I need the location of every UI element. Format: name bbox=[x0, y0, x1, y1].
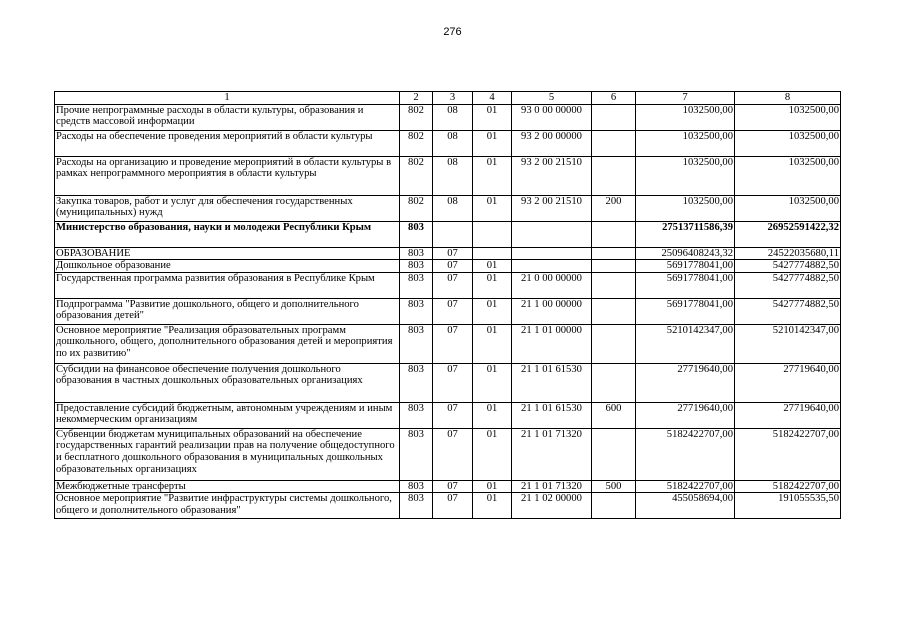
row-section-cell bbox=[433, 221, 473, 247]
row-ved-cell: 803 bbox=[400, 363, 433, 402]
column-header: 5 bbox=[512, 92, 592, 105]
row-target-article-cell: 93 0 00 00000 bbox=[512, 104, 592, 130]
row-ved-cell: 803 bbox=[400, 480, 433, 493]
table-row bbox=[55, 247, 841, 260]
row-subsection-cell bbox=[473, 247, 512, 260]
page-number: 276 bbox=[443, 26, 462, 38]
column-header: 7 bbox=[636, 92, 735, 105]
row-amount-year1-cell: 25096408243,32 bbox=[636, 247, 735, 260]
row-expense-type-cell bbox=[592, 428, 636, 480]
row-ved-cell: 803 bbox=[400, 298, 433, 324]
row-ved-cell: 803 bbox=[400, 324, 433, 363]
table-row bbox=[55, 104, 841, 130]
row-subsection-cell: 01 bbox=[473, 130, 512, 156]
row-ved-cell: 802 bbox=[400, 130, 433, 156]
row-amount-year2-cell: 5182422707,00 bbox=[735, 428, 841, 480]
row-ved-cell: 802 bbox=[400, 156, 433, 195]
row-name-cell: Основное мероприятие "Реализация образовательных программ дошкольного, общего, дополнительного образования детей и мероприятия по их развитию" bbox=[55, 324, 400, 363]
row-target-article-cell: 21 1 01 61530 bbox=[512, 402, 592, 428]
row-expense-type-cell bbox=[592, 221, 636, 247]
row-target-article-cell: 93 2 00 21510 bbox=[512, 156, 592, 195]
row-amount-year1-cell: 1032500,00 bbox=[636, 195, 735, 221]
row-subsection-cell bbox=[473, 221, 512, 247]
row-expense-type-cell bbox=[592, 260, 636, 273]
table-header-row bbox=[55, 92, 841, 105]
row-amount-year2-cell: 5427774882,50 bbox=[735, 298, 841, 324]
row-target-article-cell: 21 0 00 00000 bbox=[512, 272, 592, 298]
row-amount-year1-cell: 1032500,00 bbox=[636, 156, 735, 195]
row-expense-type-cell: 500 bbox=[592, 480, 636, 493]
row-section-cell: 07 bbox=[433, 493, 473, 519]
row-target-article-cell: 21 1 01 71320 bbox=[512, 480, 592, 493]
row-target-article-cell: 21 1 01 00000 bbox=[512, 324, 592, 363]
row-expense-type-cell bbox=[592, 130, 636, 156]
row-target-article-cell bbox=[512, 260, 592, 273]
table-row bbox=[55, 493, 841, 519]
row-expense-type-cell bbox=[592, 247, 636, 260]
column-header: 4 bbox=[473, 92, 512, 105]
row-name-cell: Подпрограмма "Развитие дошкольного, общего и дополнительного образования детей" bbox=[55, 298, 400, 324]
row-name-cell: Расходы на организацию и проведение мероприятий в области культуры в рамках непрограммного мероприятия в области культуры bbox=[55, 156, 400, 195]
row-amount-year2-cell: 24522035680,11 bbox=[735, 247, 841, 260]
table-row bbox=[55, 402, 841, 428]
row-expense-type-cell bbox=[592, 493, 636, 519]
row-subsection-cell: 01 bbox=[473, 260, 512, 273]
row-ved-cell: 803 bbox=[400, 493, 433, 519]
row-ved-cell: 803 bbox=[400, 272, 433, 298]
row-amount-year2-cell: 1032500,00 bbox=[735, 156, 841, 195]
row-name-cell: Межбюджетные трансферты bbox=[55, 480, 400, 493]
column-header: 2 bbox=[400, 92, 433, 105]
row-subsection-cell: 01 bbox=[473, 195, 512, 221]
row-amount-year1-cell: 1032500,00 bbox=[636, 130, 735, 156]
row-amount-year2-cell: 5427774882,50 bbox=[735, 272, 841, 298]
row-amount-year2-cell: 5182422707,00 bbox=[735, 480, 841, 493]
row-name-cell: Расходы на обеспечение проведения мероприятий в области культуры bbox=[55, 130, 400, 156]
column-header: 6 bbox=[592, 92, 636, 105]
row-expense-type-cell: 200 bbox=[592, 195, 636, 221]
row-name-cell: Прочие непрограммные расходы в области культуры, образования и средств массовой информации bbox=[55, 104, 400, 130]
row-name-cell: Субсидии на финансовое обеспечение получения дошкольного образования в частных дошкольных образовательных организациях bbox=[55, 363, 400, 402]
row-amount-year1-cell: 5210142347,00 bbox=[636, 324, 735, 363]
row-section-cell: 08 bbox=[433, 156, 473, 195]
row-expense-type-cell bbox=[592, 363, 636, 402]
row-target-article-cell bbox=[512, 247, 592, 260]
row-expense-type-cell: 600 bbox=[592, 402, 636, 428]
row-section-cell: 08 bbox=[433, 104, 473, 130]
row-ved-cell: 803 bbox=[400, 428, 433, 480]
row-target-article-cell: 21 1 01 71320 bbox=[512, 428, 592, 480]
table-row bbox=[55, 324, 841, 363]
row-name-cell: Субвенции бюджетам муниципальных образований на обеспечение государственных гарантий реализации прав на получение общедоступного и бесплатного дошкольного образования в муниципальных дошкольных образовательных организациях bbox=[55, 428, 400, 480]
row-target-article-cell: 21 1 02 00000 bbox=[512, 493, 592, 519]
row-target-article-cell: 93 2 00 21510 bbox=[512, 195, 592, 221]
row-amount-year1-cell: 27719640,00 bbox=[636, 363, 735, 402]
row-ved-cell: 803 bbox=[400, 247, 433, 260]
row-amount-year2-cell: 5210142347,00 bbox=[735, 324, 841, 363]
row-ved-cell: 802 bbox=[400, 104, 433, 130]
column-header: 8 bbox=[735, 92, 841, 105]
row-amount-year2-cell: 1032500,00 bbox=[735, 130, 841, 156]
row-section-cell: 07 bbox=[433, 272, 473, 298]
table-row bbox=[55, 195, 841, 221]
row-section-cell: 07 bbox=[433, 480, 473, 493]
column-header: 1 bbox=[55, 92, 400, 105]
row-target-article-cell: 21 1 00 00000 bbox=[512, 298, 592, 324]
row-name-cell: ОБРАЗОВАНИЕ bbox=[55, 247, 400, 260]
row-amount-year2-cell: 1032500,00 bbox=[735, 104, 841, 130]
row-subsection-cell: 01 bbox=[473, 493, 512, 519]
row-amount-year1-cell: 27513711586,39 bbox=[636, 221, 735, 247]
row-expense-type-cell bbox=[592, 298, 636, 324]
row-expense-type-cell bbox=[592, 272, 636, 298]
row-section-cell: 07 bbox=[433, 247, 473, 260]
table-row bbox=[55, 156, 841, 195]
row-expense-type-cell bbox=[592, 104, 636, 130]
row-section-cell: 08 bbox=[433, 195, 473, 221]
budget-table-body bbox=[55, 92, 841, 519]
row-target-article-cell: 93 2 00 00000 bbox=[512, 130, 592, 156]
row-subsection-cell: 01 bbox=[473, 104, 512, 130]
row-amount-year1-cell: 5691778041,00 bbox=[636, 260, 735, 273]
row-subsection-cell: 01 bbox=[473, 272, 512, 298]
row-subsection-cell: 01 bbox=[473, 402, 512, 428]
row-subsection-cell: 01 bbox=[473, 324, 512, 363]
row-amount-year1-cell: 5182422707,00 bbox=[636, 480, 735, 493]
row-subsection-cell: 01 bbox=[473, 428, 512, 480]
row-target-article-cell: 21 1 01 61530 bbox=[512, 363, 592, 402]
row-section-cell: 07 bbox=[433, 428, 473, 480]
row-subsection-cell: 01 bbox=[473, 480, 512, 493]
row-subsection-cell: 01 bbox=[473, 156, 512, 195]
row-amount-year2-cell: 191055535,50 bbox=[735, 493, 841, 519]
column-header: 3 bbox=[433, 92, 473, 105]
row-expense-type-cell bbox=[592, 324, 636, 363]
row-section-cell: 07 bbox=[433, 298, 473, 324]
row-amount-year1-cell: 455058694,00 bbox=[636, 493, 735, 519]
row-amount-year1-cell: 5182422707,00 bbox=[636, 428, 735, 480]
row-name-cell: Министерство образования, науки и молодежи Республики Крым bbox=[55, 221, 400, 247]
budget-table bbox=[54, 91, 841, 519]
row-ved-cell: 803 bbox=[400, 402, 433, 428]
row-section-cell: 07 bbox=[433, 260, 473, 273]
table-row bbox=[55, 272, 841, 298]
table-row bbox=[55, 298, 841, 324]
table-row bbox=[55, 260, 841, 273]
row-amount-year2-cell: 27719640,00 bbox=[735, 363, 841, 402]
table-row bbox=[55, 480, 841, 493]
row-expense-type-cell bbox=[592, 156, 636, 195]
row-name-cell: Государственная программа развития образования в Республике Крым bbox=[55, 272, 400, 298]
row-amount-year2-cell: 1032500,00 bbox=[735, 195, 841, 221]
row-amount-year2-cell: 5427774882,50 bbox=[735, 260, 841, 273]
row-name-cell: Предоставление субсидий бюджетным, автономным учреждениям и иным некоммерческим организациям bbox=[55, 402, 400, 428]
row-ved-cell: 802 bbox=[400, 195, 433, 221]
row-section-cell: 07 bbox=[433, 324, 473, 363]
row-name-cell: Закупка товаров, работ и услуг для обеспечения государственных (муниципальных) нужд bbox=[55, 195, 400, 221]
row-name-cell: Основное мероприятие "Развитие инфраструктуры системы дошкольного, общего и дополнительного образования" bbox=[55, 493, 400, 519]
row-subsection-cell: 01 bbox=[473, 363, 512, 402]
row-ved-cell: 803 bbox=[400, 221, 433, 247]
row-amount-year1-cell: 5691778041,00 bbox=[636, 272, 735, 298]
row-section-cell: 07 bbox=[433, 402, 473, 428]
row-amount-year1-cell: 1032500,00 bbox=[636, 104, 735, 130]
table-row bbox=[55, 363, 841, 402]
table-row bbox=[55, 428, 841, 480]
row-amount-year1-cell: 5691778041,00 bbox=[636, 298, 735, 324]
table-row bbox=[55, 130, 841, 156]
row-ved-cell: 803 bbox=[400, 260, 433, 273]
row-section-cell: 08 bbox=[433, 130, 473, 156]
row-subsection-cell: 01 bbox=[473, 298, 512, 324]
row-amount-year1-cell: 27719640,00 bbox=[636, 402, 735, 428]
row-amount-year2-cell: 26952591422,32 bbox=[735, 221, 841, 247]
row-name-cell: Дошкольное образование bbox=[55, 260, 400, 273]
row-section-cell: 07 bbox=[433, 363, 473, 402]
row-target-article-cell bbox=[512, 221, 592, 247]
row-amount-year2-cell: 27719640,00 bbox=[735, 402, 841, 428]
table-row bbox=[55, 221, 841, 247]
